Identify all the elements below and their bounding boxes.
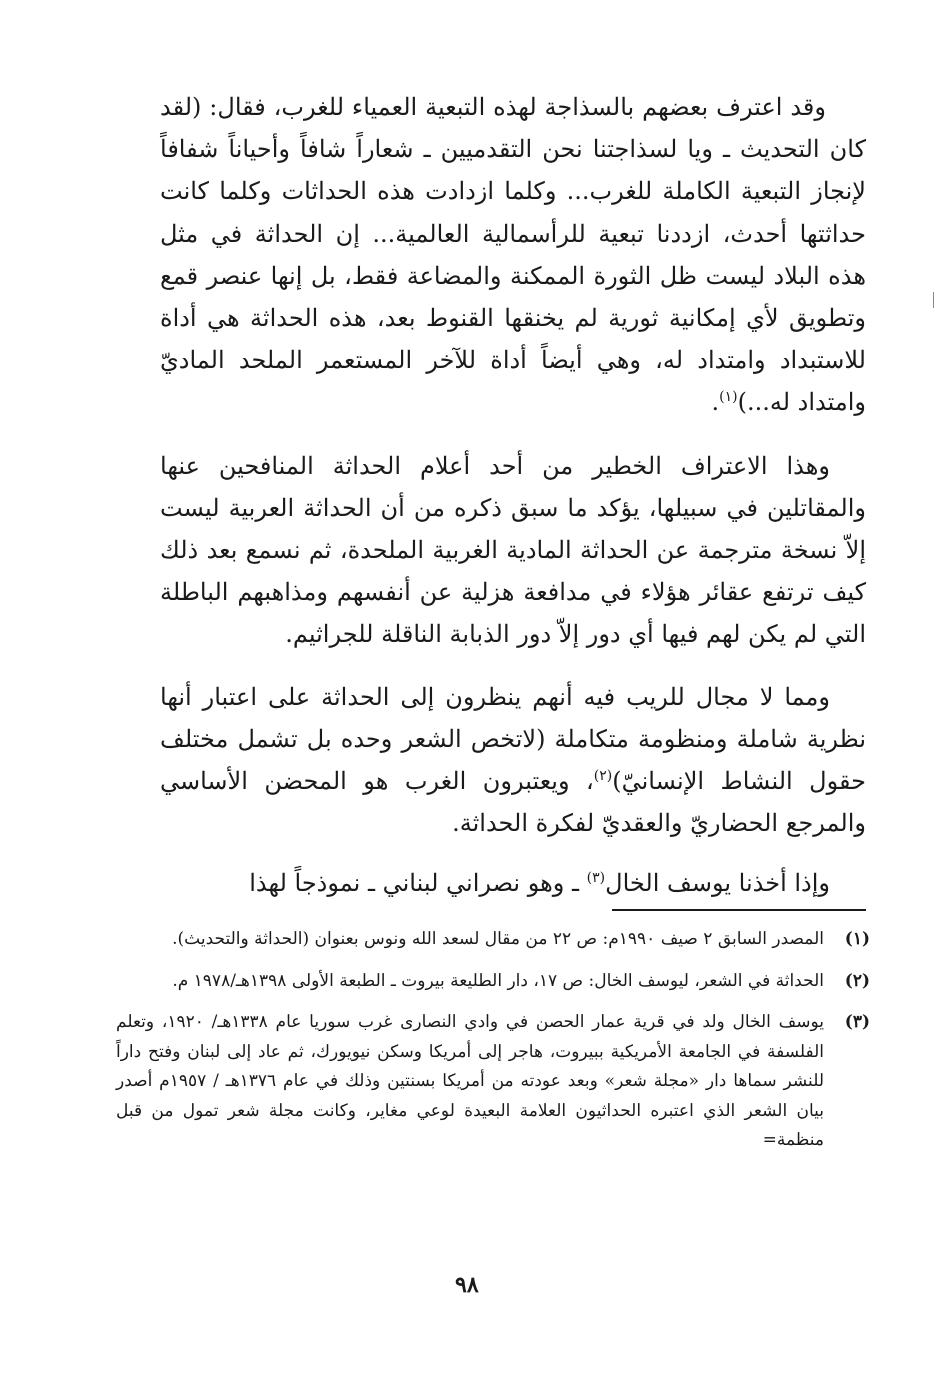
- footnote-text: الحداثة في الشعر، ليوسف الخال: ص ١٧، دار الطليعة بيروت ـ الطبعة الأولى ١٣٩٨هـ/١٩٧٨ م.: [172, 970, 824, 991]
- scan-mark: [933, 292, 934, 308]
- footnote-number: (٣): [844, 1012, 870, 1032]
- paragraph-4: [160, 862, 866, 904]
- footnote-separator: [612, 909, 866, 911]
- footnote-number: (١): [844, 929, 870, 949]
- footnote-1: [116, 925, 870, 955]
- footnote-number: (٢): [844, 970, 870, 991]
- paragraph-4-text: وإذا أخذنا يوسف الخال: [605, 869, 830, 898]
- main-text: [160, 86, 866, 905]
- footnote-text: يوسف الخال ولد في قرية عمار الحصن في وادي النصارى غرب سوريا عام ١٣٣٨هـ/ ١٩٢٠، وتعلم الفلسفة في الجامعة الأمريكية ببيروت، هاجر إلى أمريكا وسكن نيويورك، ثم عاد إلى لبنان وفتح داراً للنشر سماها دار «مجلة شعر» وبعد عودته من أمريكا بسنتين وذلك في عام ١٣٧٦هـ / ١٩٥٧م أصدر بيان الشعر الذي اعتبره الحداثيون العلامة البعيدة لوعي مغاير، وكانت مجلة شعر تمول من قبل منظمة=: [116, 1012, 824, 1150]
- footnote-3: [116, 1008, 870, 1156]
- footnote-ref-3: (٣): [586, 870, 606, 887]
- paragraph-3: [160, 676, 866, 845]
- paragraph-1-text: وقد اعترف بعضهم بالسذاجة لهذه التبعية العمياء للغرب، فقال: (لقد كان التحديث ـ ويا لسذاجتنا نحن التقدميين ـ شعاراً شافاً وأحياناً شفافاً لإنجاز التبعية الكاملة للغرب... وكلما ازدادت هذه الحداثات وكلما كانت حداثتها أحدث، ازددنا تبعية للرأسمالية العالمية... إن الحداثة في مثل هذه البلاد ليست ظل الثورة الممكنة والمضاعة فقط، بل إنها عنصر قمع وتطويق لأي إمكانية ثورية لم يخنقها القنوط بعد، هذه الحداثة هي أداة للاستبداد وامتداد له، وهي أيضاً أداة للآخر المستعمر الملحد الماديّ وامتداد له...): [160, 93, 866, 417]
- footnote-ref-2: (٢): [593, 768, 613, 785]
- paragraph-3-text: ومما لا مجال للريب فيه أنهم ينظرون إلى الحداثة على اعتبار أنها نظرية شاملة ومنظومة متكاملة (لاتخص الشعر وحده بل تشمل مختلف حقول النشاط الإنسانيّ): [160, 682, 866, 796]
- page-number: ٩٨: [455, 1272, 479, 1298]
- footnote-text: المصدر السابق ٢ صيف ١٩٩٠م: ص ٢٢ من مقال لسعد الله ونوس بعنوان (الحداثة والتحديث).: [172, 929, 824, 949]
- paragraph-2-text: وهذا الاعتراف الخطير من أحد أعلام الحداثة المنافحين عنها والمقاتلين في سبيلها، يؤكد ما سبق ذكره من أن الحداثة العربية ليست إلاّ نسخة مترجمة عن الحداثة المادية الغربية الملحدة، ثم نسمع بعد ذلك كيف ترتفع عقائر هؤلاء في مدافعة هزلية عن أنفسهم ومذاهبهم الباطلة التي لم يكن لهم فيها أي دور إلاّ دور الذبابة الناقلة للجراثيم.: [160, 451, 866, 649]
- footnote-ref-1: (١): [719, 389, 738, 406]
- footnotes: [116, 925, 870, 1156]
- paragraph-1-tail: .: [711, 388, 720, 417]
- paragraph-1: [160, 86, 866, 424]
- footnote-2: [116, 967, 870, 997]
- paragraph-2: [160, 445, 866, 656]
- paragraph-4-tail: ـ وهو نصراني لبناني ـ نموذجاً لهذا: [249, 869, 587, 898]
- paragraph-3-tail: ، ويعتبرون الغرب هو المحضن الأساسي والمرجع الحضاريّ والعقديّ لفكرة الحداثة.: [160, 767, 866, 838]
